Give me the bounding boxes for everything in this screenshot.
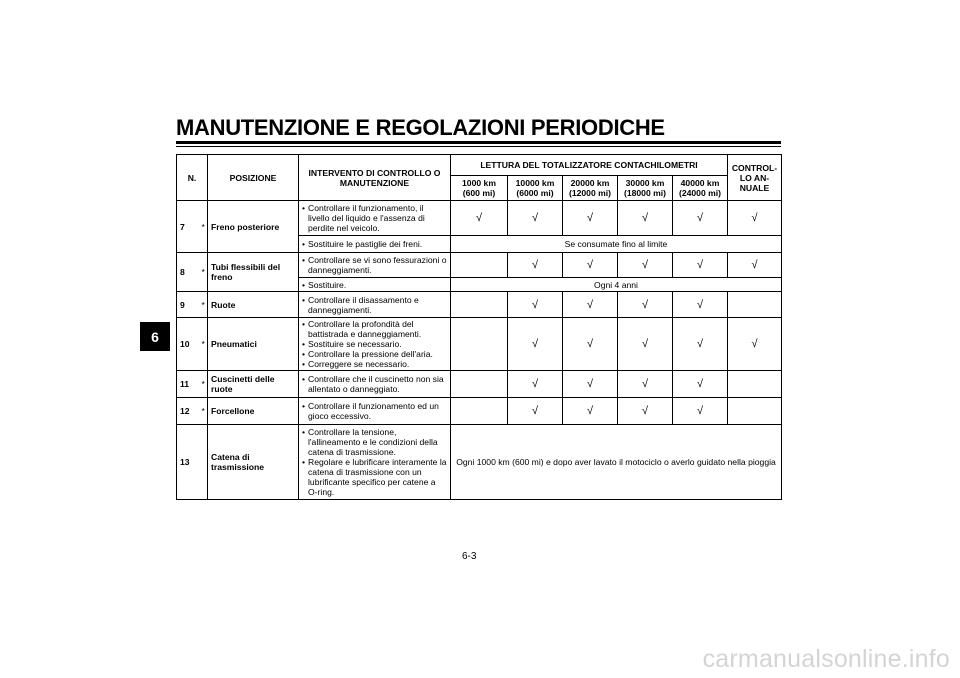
table-row [177, 318, 782, 371]
intervention-list [302, 295, 447, 315]
empty-cell [451, 398, 508, 425]
check-mark: √ [563, 292, 618, 318]
check-mark: √ [508, 292, 563, 318]
check-mark: √ [618, 318, 673, 371]
row-star: * [199, 318, 208, 371]
header-position: POSIZIONE [208, 155, 299, 201]
page-number: 6-3 [462, 551, 477, 562]
intervention-item: • Controllare il funzionamento, il livello del liquido e l'assenza di perdite nel veicolo. [302, 203, 447, 233]
intervention-item: • Controllare se vi sono fessurazioni o danneggiamenti. [302, 255, 447, 275]
empty-cell [451, 253, 508, 278]
row-position: Ruote [208, 292, 299, 318]
check-mark: √ [508, 253, 563, 278]
title-rule-thin [176, 146, 781, 147]
header-km-1000 [451, 176, 508, 201]
intervention-item: • Controllare la pressione dell'aria. [302, 349, 447, 359]
header-mi-value: (18000 mi) [623, 188, 667, 198]
row-star: * [199, 201, 208, 253]
row-position: Catena di trasmissione [208, 425, 299, 500]
row-number: 10 [177, 318, 199, 371]
header-km-10000 [508, 176, 563, 201]
check-mark: √ [618, 371, 673, 398]
row-number: 12 [177, 398, 199, 425]
check-mark: √ [618, 398, 673, 425]
empty-cell [728, 371, 782, 398]
table-row [177, 371, 782, 398]
check-mark: √ [563, 398, 618, 425]
row-star: * [199, 292, 208, 318]
page-title: MANUTENZIONE E REGOLAZIONI PERIODICHE [176, 115, 665, 140]
interval-note: Se consumate fino al limite [451, 236, 782, 253]
watermark: carmanualsonline.info [702, 645, 950, 673]
intervention-item: • Sostituire. [302, 280, 447, 290]
table-row [177, 425, 782, 500]
header-mi-value: (12000 mi) [568, 188, 612, 198]
check-mark: √ [508, 201, 563, 236]
header-km-30000 [618, 176, 673, 201]
header-km-20000 [563, 176, 618, 201]
row-intervention [299, 201, 451, 236]
check-mark: √ [508, 371, 563, 398]
row-number: 8 [177, 253, 199, 292]
row-number: 13 [177, 425, 199, 500]
header-km-value: 30000 km [625, 178, 665, 188]
header-intervention: INTERVENTO DI CONTROLLO O MANUTENZIONE [299, 155, 451, 201]
empty-cell [728, 292, 782, 318]
check-mark: √ [451, 201, 508, 236]
header-km-value: 40000 km [680, 178, 720, 188]
check-mark: √ [728, 201, 782, 236]
row-position: Pneumatici [208, 318, 299, 371]
intervention-list [302, 374, 447, 394]
check-mark: √ [508, 398, 563, 425]
row-number: 7 [177, 201, 199, 253]
header-odometer: LETTURA DEL TOTALIZZATORE CONTACHILOMETRI [451, 155, 728, 176]
row-position: Cuscinetti delle ruote [208, 371, 299, 398]
check-mark: √ [673, 292, 728, 318]
row-intervention [299, 318, 451, 371]
header-mi-value: (6000 mi) [516, 188, 554, 198]
check-mark: √ [673, 398, 728, 425]
intervention-item: • Sostituire le pastiglie dei freni. [302, 239, 447, 249]
table-row [177, 253, 782, 278]
intervention-item: • Controllare che il cuscinetto non sia allentato o danneggiato. [302, 374, 447, 394]
check-mark: √ [728, 318, 782, 371]
check-mark: √ [618, 292, 673, 318]
intervention-item: • Regolare e lubrificare interamente la catena di trasmissione con un lubrificante specifico per catene a O-ring. [302, 457, 447, 497]
row-position: Tubi flessibili del freno [208, 253, 299, 292]
row-intervention [299, 236, 451, 253]
header-km-value: 10000 km [515, 178, 555, 188]
row-position: Freno posteriore [208, 201, 299, 253]
maintenance-table [176, 154, 782, 500]
row-intervention [299, 425, 451, 500]
empty-cell [451, 371, 508, 398]
row-star: * [199, 253, 208, 292]
check-mark: √ [673, 201, 728, 236]
header-mi-value: (24000 mi) [678, 188, 722, 198]
intervention-list [302, 427, 447, 497]
check-mark: √ [618, 201, 673, 236]
header-annual: CONTROL-LO AN-NUALE [728, 155, 782, 201]
check-mark: √ [508, 318, 563, 371]
table-body [177, 201, 782, 500]
empty-cell [728, 398, 782, 425]
title-rule [176, 141, 781, 144]
row-star: * [199, 398, 208, 425]
check-mark: √ [728, 253, 782, 278]
check-mark: √ [618, 253, 673, 278]
check-mark: √ [673, 371, 728, 398]
row-position: Forcellone [208, 398, 299, 425]
intervention-item: • Sostituire se necessario. [302, 339, 447, 349]
header-km-value: 1000 km [462, 178, 496, 188]
interval-note: Ogni 4 anni [451, 278, 782, 292]
intervention-list [302, 401, 447, 421]
row-intervention [299, 371, 451, 398]
table-row [177, 201, 782, 236]
intervention-item: • Controllare il disassamento e danneggiamenti. [302, 295, 447, 315]
header-mi-value: (600 mi) [462, 188, 496, 198]
row-intervention [299, 398, 451, 425]
intervention-list [302, 203, 447, 233]
empty-cell [451, 318, 508, 371]
intervention-item: • Controllare la tensione, l'allineamento e le condizioni della catena di trasmissione. [302, 427, 447, 457]
intervention-list [302, 280, 447, 290]
check-mark: √ [673, 253, 728, 278]
intervention-list [302, 239, 447, 249]
intervention-item: • Controllare il funzionamento ed un gioco eccessivo. [302, 401, 447, 421]
header-num: N. [177, 155, 208, 201]
check-mark: √ [563, 253, 618, 278]
header-km-value: 20000 km [570, 178, 610, 188]
row-number: 9 [177, 292, 199, 318]
row-intervention [299, 292, 451, 318]
chapter-tab: 6 [140, 322, 170, 351]
interval-note: Ogni 1000 km (600 mi) e dopo aver lavato il motociclo o averlo guidato nella pioggia [451, 425, 782, 500]
row-number: 11 [177, 371, 199, 398]
intervention-item: • Controllare la profondità del battistrada e danneggiamenti. [302, 319, 447, 339]
check-mark: √ [563, 371, 618, 398]
intervention-list [302, 255, 447, 275]
header-km-40000 [673, 176, 728, 201]
check-mark: √ [563, 201, 618, 236]
row-star: * [199, 371, 208, 398]
empty-cell [451, 292, 508, 318]
table-row [177, 398, 782, 425]
row-intervention [299, 278, 451, 292]
check-mark: √ [673, 318, 728, 371]
row-intervention [299, 253, 451, 278]
intervention-item: • Correggere se necessario. [302, 359, 447, 369]
intervention-list [302, 319, 447, 369]
table-row [177, 292, 782, 318]
row-star [199, 425, 208, 500]
check-mark: √ [563, 318, 618, 371]
